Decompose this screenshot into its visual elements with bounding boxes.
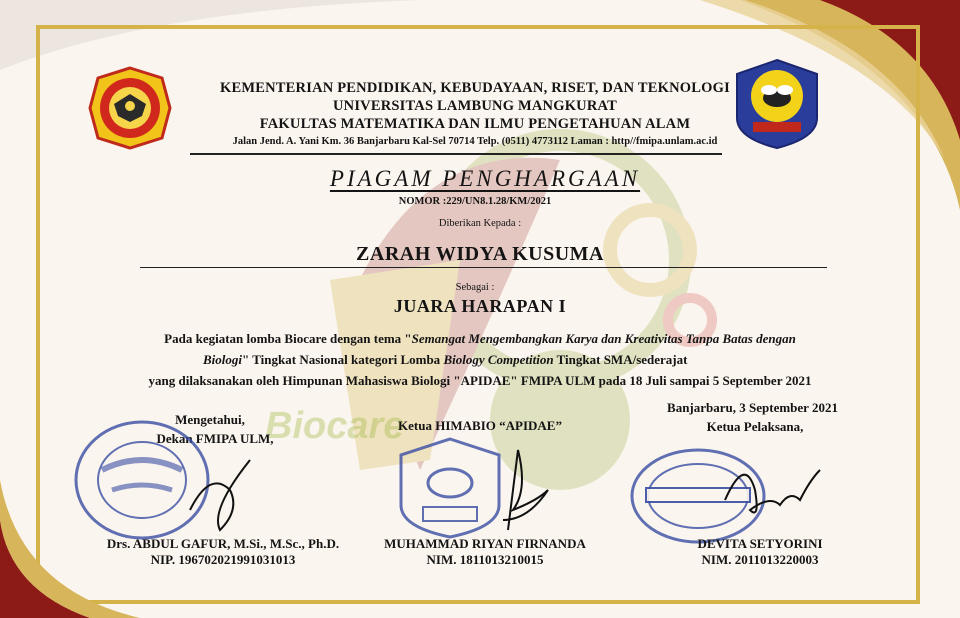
recipient-underline bbox=[140, 267, 827, 268]
given-to-label: Diberikan Kepada : bbox=[438, 218, 522, 229]
header-divider bbox=[190, 153, 722, 155]
header-university: UNIVERSITAS LAMBUNG MANGKURAT bbox=[332, 98, 617, 114]
chair-signature bbox=[488, 440, 558, 545]
header-faculty: FAKULTAS MATEMATIKA DAN ILMU PENGETAHUAN ALAM bbox=[259, 116, 691, 132]
left-sign-line1: Mengetahui, bbox=[175, 412, 245, 427]
body-line-3: yang dilaksanakan oleh Himpunan Mahasiswa Biologi "APIDAE" FMIPA ULM pada 18 Juli sampai 5 September 2021 bbox=[148, 373, 812, 388]
certificate-title: PIAGAM PENGHARGAAN bbox=[329, 166, 641, 191]
dean-id: NIP. 196702021991031013 bbox=[150, 552, 296, 567]
header-address: Jalan Jend. A. Yani Km. 36 Banjarbaru Kal-Sel 70714 Telp. (0511) 4773112 Laman : http//fmipa.unlam.ac.id bbox=[232, 136, 718, 147]
body-line-2: Biologi" Tingkat Nasional kategori Lomba Biology Competition Tingkat SMA/sederajat bbox=[203, 352, 688, 367]
certificate-number: NOMOR :229/UN8.1.28/KM/2021 bbox=[398, 196, 552, 207]
organizer-name: DEVITA SETYORINI bbox=[697, 536, 823, 551]
organizer-id: NIM. 2011013220003 bbox=[701, 552, 819, 567]
middle-sign-title: Ketua HIMABIO “APIDAE” bbox=[398, 418, 562, 433]
organizer-signature bbox=[720, 450, 830, 535]
right-sign-title: Ketua Pelaksana, bbox=[706, 419, 804, 434]
dean-name: Drs. ABDUL GAFUR, M.Si., M.Sc., Ph.D. bbox=[106, 536, 340, 551]
watermark-text: Biocare bbox=[265, 405, 405, 447]
dean-signature bbox=[180, 450, 270, 545]
body-line-1: Pada kegiatan lomba Biocare dengan tema "Semangat Mengembangkan Karya dan Kreativitas Tanpa Batas dengan bbox=[164, 331, 796, 346]
place-date: Banjarbaru, 3 September 2021 bbox=[667, 400, 838, 415]
chair-name: MUHAMMAD RIYAN FIRNANDA bbox=[384, 536, 586, 551]
chair-id: NIM. 1811013210015 bbox=[426, 552, 544, 567]
award-title: JUARA HARAPAN I bbox=[393, 296, 567, 316]
header-ministry: KEMENTERIAN PENDIDIKAN, KEBUDAYAAN, RISET, DAN TEKNOLOGI bbox=[220, 80, 730, 96]
recipient-name: ZARAH WIDYA KUSUMA bbox=[356, 243, 604, 265]
left-sign-line2: Dekan FMIPA ULM, bbox=[156, 431, 274, 446]
as-label: Sebagai : bbox=[455, 282, 495, 293]
